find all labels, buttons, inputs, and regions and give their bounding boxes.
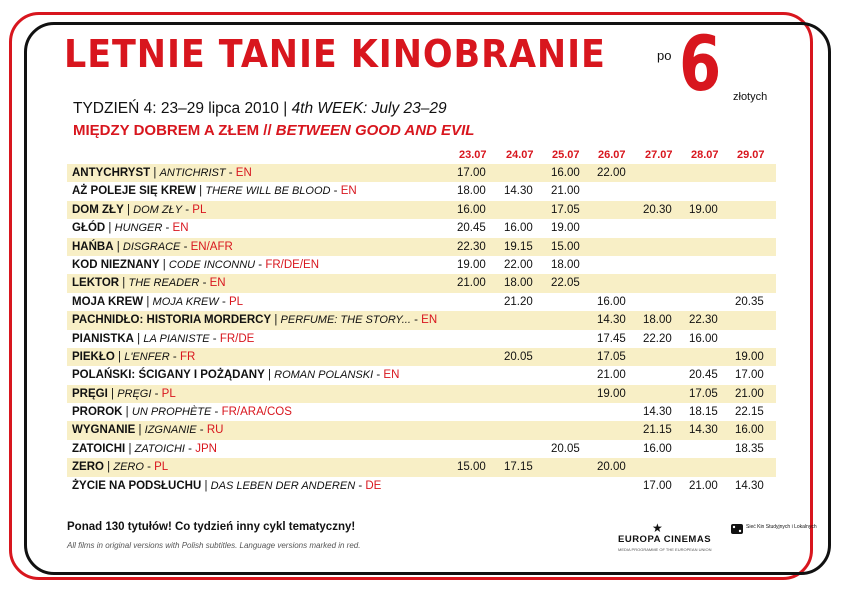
film-language: FR/DE (219, 332, 255, 345)
film-alt-title: ANTICHRIST (159, 167, 226, 179)
showtime: 17.05 (689, 387, 718, 400)
showtime: 20.00 (597, 461, 626, 474)
film-language: RU (206, 424, 224, 437)
table-row (67, 274, 776, 292)
partner-text: Sieć Kin Studyjnych i Lokalnych (746, 524, 817, 530)
showtime: 14.30 (689, 424, 718, 437)
date-header-cell: 29.07 (737, 149, 765, 161)
film-title: ŻYCIE NA PODSŁUCHU (72, 479, 202, 492)
table-row (67, 403, 776, 421)
film-title: PROROK (72, 406, 123, 419)
film-language: FR/ARA/COS (221, 406, 292, 419)
showtime: 20.45 (457, 222, 486, 235)
film-cell: PROROK | UN PROPHÈTE - FR/ARA/COS (72, 406, 292, 419)
showtime: 22.30 (689, 314, 718, 327)
showtime: 21.00 (735, 387, 764, 400)
showtime: 21.15 (643, 424, 672, 437)
film-alt-title: L'ENFER (124, 350, 170, 363)
footnote: All films in original versions with Polish subtitles. Language versions marked in red. (67, 541, 361, 550)
showtime: 16.00 (597, 295, 626, 308)
film-cell: ZATOICHI | ZATOICHI - JPN (72, 442, 217, 455)
table-row (67, 348, 776, 366)
film-cell: DOM ZŁY | DOM ZŁY - PL (72, 203, 207, 216)
film-alt-title: ROMAN POLANSKI (274, 369, 374, 382)
film-alt-title: THERE WILL BE BLOOD (205, 185, 331, 198)
film-alt-title: DOM ZŁY (133, 203, 183, 216)
showtime: 19.15 (504, 240, 533, 253)
showtime: 15.00 (551, 240, 580, 253)
film-language: EN (235, 167, 252, 179)
film-language: PL (154, 461, 169, 474)
table-row (67, 366, 776, 384)
film-title: HAŃBA (72, 240, 114, 253)
film-cell: WYGNANIE | IZGNANIE - RU (72, 424, 224, 437)
showtime: 16.00 (551, 167, 580, 179)
showtime: 17.00 (457, 167, 486, 179)
film-cell: PIEKŁO | L'ENFER - FR (72, 350, 196, 363)
film-language: EN (421, 314, 438, 327)
showtime: 16.00 (643, 442, 672, 455)
film-title: DOM ZŁY (72, 203, 124, 216)
week-line (73, 100, 447, 118)
europa-subtitle: MEDIA PROGRAMME OF THE EUROPEAN UNION (618, 547, 712, 552)
showtime: 14.30 (735, 479, 764, 492)
showtime: 20.05 (504, 350, 533, 363)
showtime: 14.30 (504, 185, 533, 198)
film-title: AŻ POLEJE SIĘ KREW (72, 185, 196, 198)
price-suffix: złotych (733, 91, 768, 103)
showtime: 22.05 (551, 277, 580, 290)
theme-en: BETWEEN GOOD AND EVIL (275, 122, 475, 139)
film-cell: ŻYCIE NA PODSŁUCHU | DAS LEBEN DER ANDEREN - DE (72, 479, 382, 492)
film-language: JPN (195, 442, 217, 455)
showtime: 22.30 (457, 240, 486, 253)
film-title: ZERO (72, 461, 104, 474)
showtime: 17.00 (735, 369, 764, 382)
table-row (67, 458, 776, 476)
film-cell: HAŃBA | DISGRACE - EN/AFR (72, 240, 233, 253)
showtime: 21.00 (551, 185, 580, 198)
film-cell: ZERO | ZERO - PL (72, 461, 169, 474)
showtime: 20.35 (735, 295, 764, 308)
date-header-cell: 25.07 (552, 149, 580, 161)
showtime: 17.00 (643, 479, 672, 492)
showtime: 19.00 (551, 222, 580, 235)
film-alt-title: IZGNANIE (144, 424, 197, 437)
table-row (67, 311, 776, 329)
table-row (67, 421, 776, 439)
film-title: POLAŃSKI: ŚCIGANY I POŻĄDANY (72, 369, 265, 382)
showtime: 19.00 (735, 350, 764, 363)
film-cell: ANTYCHRYST | ANTICHRIST - EN (72, 167, 252, 179)
film-title: ZATOICHI (72, 442, 126, 455)
date-header-cell: 24.07 (506, 149, 534, 161)
film-cell: MOJA KREW | MOJA KREW - PL (72, 295, 244, 308)
film-title: WYGNANIE (72, 424, 136, 437)
showtime: 22.00 (504, 258, 533, 271)
film-reel-icon (730, 522, 744, 536)
showtime: 21.00 (689, 479, 718, 492)
film-language: EN (383, 369, 400, 382)
showtime: 21.20 (504, 295, 533, 308)
showtime: 17.15 (504, 461, 533, 474)
price-prefix: po (657, 48, 672, 63)
showtime: 19.00 (597, 387, 626, 400)
film-title: PIEKŁO (72, 350, 115, 363)
film-alt-title: PRĘGI (117, 387, 152, 400)
theme-pl: MIĘDZY DOBREM A ZŁEM // (73, 122, 276, 139)
week-pl: TYDZIEŃ 4: 23–29 lipca 2010 | (73, 100, 292, 117)
showtime: 22.20 (643, 332, 672, 345)
film-alt-title: ZATOICHI (134, 442, 185, 455)
showtime: 18.00 (643, 314, 672, 327)
film-cell: PRĘGI | PRĘGI - PL (72, 387, 176, 400)
showtime: 16.00 (504, 222, 533, 235)
table-row (67, 385, 776, 403)
star-icon: ★ (652, 521, 663, 535)
film-language: FR/DE/EN (265, 258, 319, 271)
page-title: LETNIE TANIE KINOBRANIE (64, 32, 606, 76)
table-row (67, 293, 776, 311)
showtime: 16.00 (457, 203, 486, 216)
film-title: PRĘGI (72, 387, 108, 400)
showtime: 20.05 (551, 442, 580, 455)
europa-name: EUROPA CINEMAS (618, 534, 712, 545)
week-en: 4th WEEK: July 23–29 (291, 100, 447, 117)
film-language: DE (365, 479, 382, 492)
table-row (67, 182, 776, 200)
date-header-cell: 23.07 (459, 149, 487, 161)
showtime: 14.30 (643, 406, 672, 419)
table-row (67, 201, 776, 219)
showtime: 19.00 (689, 203, 718, 216)
film-cell: AŻ POLEJE SIĘ KREW | THERE WILL BE BLOOD - EN (72, 185, 357, 198)
table-row (67, 164, 776, 182)
showtime: 14.30 (597, 314, 626, 327)
film-alt-title: MOJA KREW (152, 295, 219, 308)
showtime: 20.30 (643, 203, 672, 216)
film-alt-title: HUNGER (114, 222, 163, 235)
film-alt-title: ZERO (113, 461, 144, 474)
date-header-cell: 26.07 (598, 149, 626, 161)
showtime: 20.45 (689, 369, 718, 382)
showtime: 19.00 (457, 258, 486, 271)
table-row (67, 477, 776, 495)
film-title: KOD NIEZNANY (72, 258, 160, 271)
date-header-cell: 27.07 (645, 149, 673, 161)
showtime: 18.15 (689, 406, 718, 419)
showtime: 17.45 (597, 332, 626, 345)
showtime: 15.00 (457, 461, 486, 474)
film-language: FR (179, 350, 196, 363)
film-cell: PIANISTKA | LA PIANISTE - FR/DE (72, 332, 255, 345)
film-language: PL (228, 295, 244, 308)
theme-line (73, 122, 474, 139)
showtime: 18.00 (551, 258, 580, 271)
film-language: EN (340, 185, 357, 198)
table-row (67, 238, 776, 256)
film-alt-title: DAS LEBEN DER ANDEREN (210, 479, 356, 492)
film-alt-title: LA PIANISTE (143, 332, 210, 345)
film-title: LEKTOR (72, 277, 120, 290)
tagline: Ponad 130 tytułów! Co tydzień inny cykl tematyczny! (67, 521, 356, 533)
film-title: ANTYCHRYST (72, 167, 151, 179)
film-language: EN (172, 222, 189, 235)
film-cell: PACHNIDŁO: HISTORIA MORDERCY | PERFUME: THE STORY... - EN (72, 314, 438, 327)
showtime: 18.35 (735, 442, 764, 455)
schedule-table (67, 164, 776, 495)
showtime: 22.00 (597, 167, 626, 179)
film-alt-title: DISGRACE (122, 240, 181, 253)
film-cell: LEKTOR | THE READER - EN (72, 277, 226, 290)
film-cell: POLAŃSKI: ŚCIGANY I POŻĄDANY | ROMAN POLANSKI - EN (72, 369, 400, 382)
date-header (0, 149, 842, 163)
film-language: EN/AFR (190, 240, 233, 253)
showtime: 16.00 (735, 424, 764, 437)
table-row (67, 256, 776, 274)
showtime: 18.00 (457, 185, 486, 198)
film-alt-title: THE READER (128, 277, 200, 290)
film-language: PL (161, 387, 176, 400)
table-row (67, 330, 776, 348)
film-cell: GŁÓD | HUNGER - EN (72, 222, 189, 235)
film-title: MOJA KREW (72, 295, 144, 308)
film-language: PL (192, 203, 207, 216)
film-title: PACHNIDŁO: HISTORIA MORDERCY (72, 314, 272, 327)
film-alt-title: CODE INCONNU (168, 258, 256, 271)
showtime: 21.00 (457, 277, 486, 290)
film-language: EN (209, 277, 226, 290)
date-header-cell: 28.07 (691, 149, 719, 161)
showtime: 16.00 (689, 332, 718, 345)
film-title: PIANISTKA (72, 332, 134, 345)
film-title: GŁÓD (72, 222, 106, 235)
table-row (67, 440, 776, 458)
price-value: 6 (679, 19, 722, 108)
showtime: 22.15 (735, 406, 764, 419)
showtime: 18.00 (504, 277, 533, 290)
showtime: 17.05 (551, 203, 580, 216)
showtime: 17.05 (597, 350, 626, 363)
film-alt-title: UN PROPHÈTE (131, 406, 212, 419)
film-cell: KOD NIEZNANY | CODE INCONNU - FR/DE/EN (72, 258, 319, 271)
table-row (67, 219, 776, 237)
showtime: 21.00 (597, 369, 626, 382)
film-alt-title: PERFUME: THE STORY... (280, 314, 411, 327)
